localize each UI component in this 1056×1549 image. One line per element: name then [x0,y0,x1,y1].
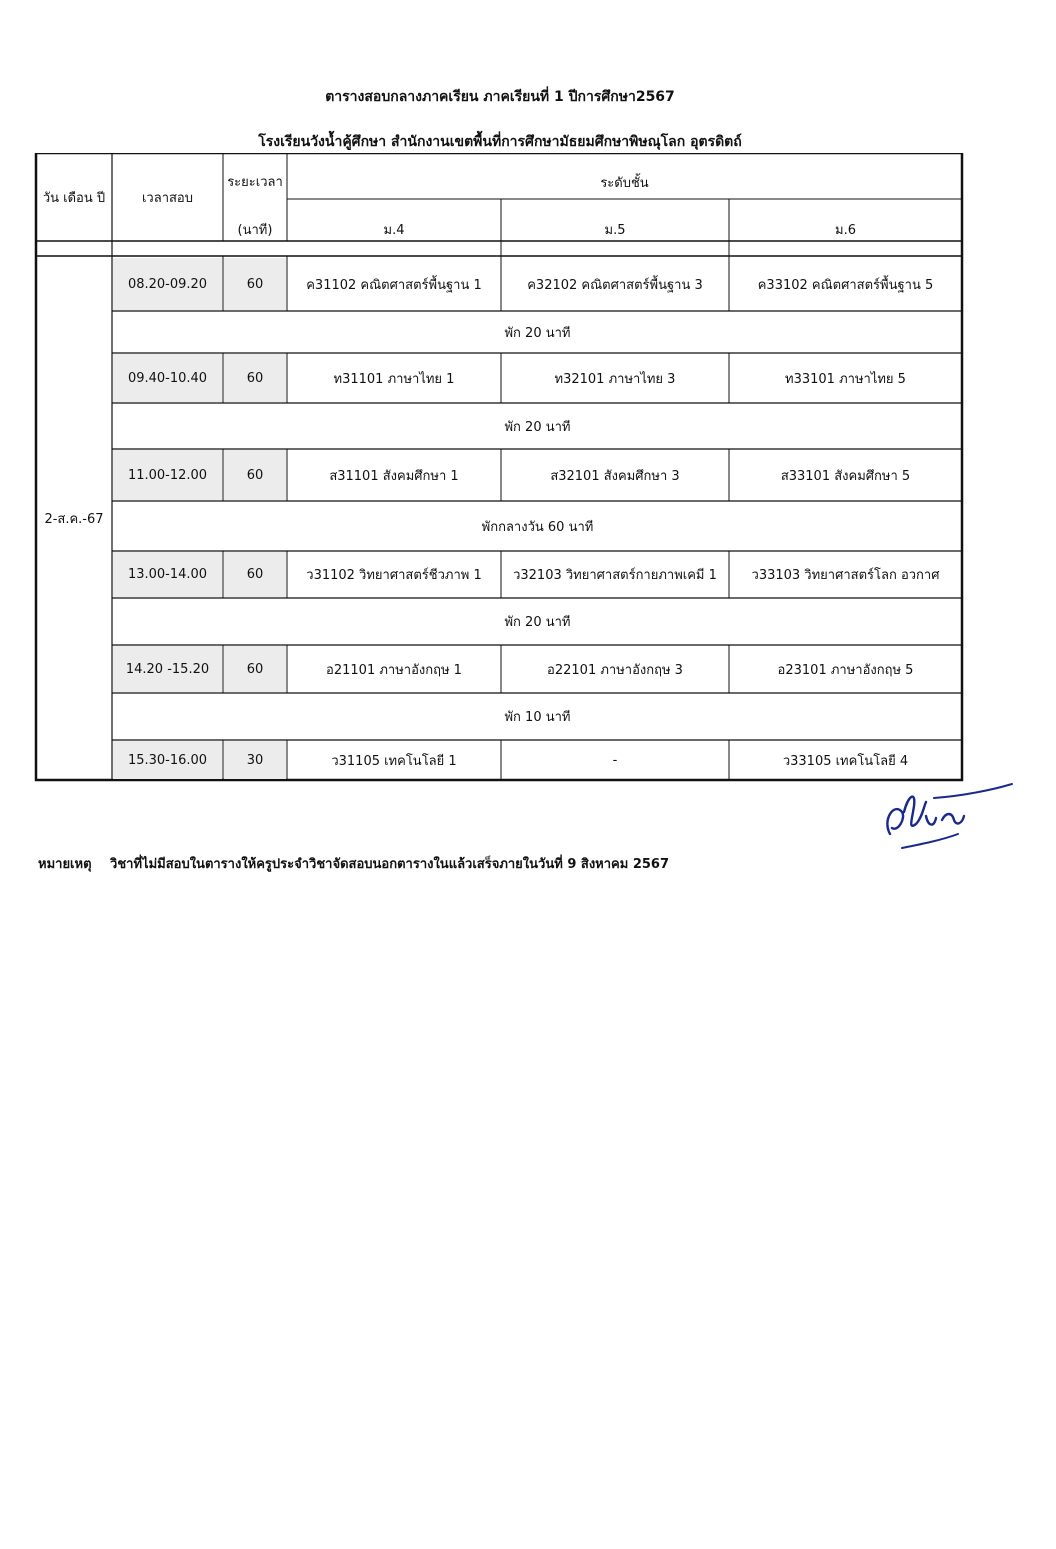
exam-duration: 60 [224,450,286,500]
exam-subject-m5: ท32101 ภาษาไทย 3 [554,371,676,387]
exam-subject-m5: อ22101 ภาษาอังกฤษ 3 [547,662,683,678]
exam-date: 2-ส.ค.-67 [44,511,104,527]
break-row: พัก 10 นาที [504,710,571,725]
exam-duration: 30 [224,741,286,779]
page-title: ตารางสอบกลางภาคเรียน ภาคเรียนที่ 1 ปีการศึกษา2567 [325,89,675,105]
header-duration: ระยะเวลา [227,174,283,190]
exam-schedule-table [34,153,964,782]
exam-subject-m4: ว31102 วิทยาศาสตร์ชีวภาพ 1 [306,568,482,583]
header-date: วัน เดือน ปี [42,190,106,206]
header-time: เวลาสอบ [141,190,193,206]
exam-time: 14.20 -15.20 [113,646,222,692]
break-row: พัก 20 นาที [504,615,571,630]
exam-subject-m4: ค31102 คณิตศาสตร์พื้นฐาน 1 [306,277,482,293]
break-row: พัก 20 นาที [504,419,571,435]
exam-subject-m4: ท31101 ภาษาไทย 1 [333,371,455,387]
header-grade-m6: ม.6 [835,222,856,238]
break-row: พัก 20 นาที [504,325,571,341]
header-grade-m4: ม.4 [383,222,405,238]
exam-subject-m6: ว33105 เทคโนโลยี 4 [782,753,909,769]
exam-subject-m6: ส33101 สังคมศึกษา 5 [780,468,911,484]
exam-subject-m5: ว32103 วิทยาศาสตร์กายภาพเคมี 1 [513,568,717,583]
exam-subject-m4: ว31105 เทคโนโลยี 1 [331,753,457,769]
exam-subject-m6: ค33102 คณิตศาสตร์พื้นฐาน 5 [757,277,934,293]
exam-duration: 60 [224,646,286,692]
exam-duration: 60 [224,354,286,402]
footnote-text: วิชาที่ไม่มีสอบในตารางให้ครูประจำวิชาจัดสอบนอกตารางในแล้วเสร็จภายในวันที่ 9 สิงหาคม 2567 [110,857,670,872]
exam-subject-m6: ว33103 วิทยาศาสตร์โลก อวกาศ [751,568,940,583]
footnote-label: หมายเหตุ [38,857,92,872]
signature-icon [872,776,1022,856]
exam-subject-m4: ส31101 สังคมศึกษา 1 [329,468,459,484]
exam-subject-m6: ท33101 ภาษาไทย 5 [785,371,906,387]
exam-subject-m5: - [612,752,618,768]
exam-subject-m4: อ21101 ภาษาอังกฤษ 1 [326,662,462,678]
header-duration-unit: (นาที) [237,222,273,238]
header-level: ระดับชั้น [600,175,649,191]
exam-duration: 60 [224,552,286,597]
exam-time: 13.00-14.00 [113,552,222,597]
header-grade-m5: ม.5 [604,222,626,238]
exam-time: 09.40-10.40 [113,354,222,402]
exam-duration: 60 [224,258,286,310]
break-row: พักกลางวัน 60 นาที [481,519,594,535]
exam-time: 08.20-09.20 [113,258,222,310]
exam-subject-m5: ค32102 คณิตศาสตร์พื้นฐาน 3 [527,277,703,293]
exam-subject-m5: ส32101 สังคมศึกษา 3 [550,468,680,484]
exam-time: 11.00-12.00 [113,450,222,500]
exam-time: 15.30-16.00 [113,741,222,779]
exam-subject-m6: อ23101 ภาษาอังกฤษ 5 [777,662,914,678]
footnote [38,853,669,874]
page-subtitle: โรงเรียนวังน้ำคู้ศึกษา สำนักงานเขตพื้นที่การศึกษามัธยมศึกษาพิษณุโลก อุตรดิตถ์ [258,134,742,150]
